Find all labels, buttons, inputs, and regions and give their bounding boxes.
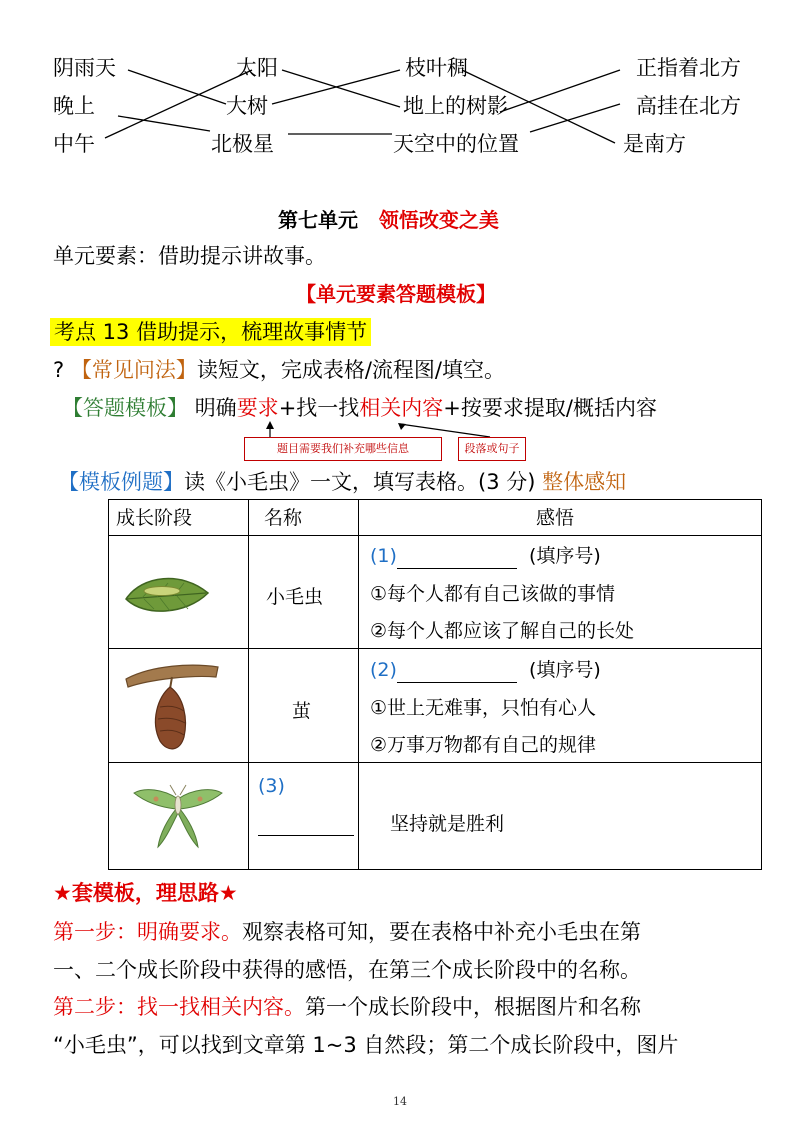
example-prompt xyxy=(58,468,626,496)
callout-arrows xyxy=(0,0,800,470)
blank-number: (3) xyxy=(258,775,285,797)
table-header: 成长阶段 xyxy=(116,507,193,529)
answer-template-label: 【答题模板】 xyxy=(62,396,188,420)
answer-template-part: +找一找 xyxy=(278,396,360,420)
exam-point-highlight: 考点 13 借助提示，梳理故事情节 xyxy=(50,318,371,346)
template-heading: 【单元要素答题模板】 xyxy=(296,282,496,306)
name-blank xyxy=(258,773,285,799)
match-col4-item: 是南方 xyxy=(623,132,686,156)
match-col3-item: 地上的树影 xyxy=(403,94,508,118)
step1-text: 观察表格可知，要在表格中补充小毛虫在第 xyxy=(242,920,641,944)
step1-line-2: 一、二个成长阶段中获得的感悟，在第三个成长阶段中的名称。 xyxy=(53,958,641,982)
answer-blank[interactable] xyxy=(397,662,517,683)
step2-line-2: “小毛虫”，可以找到文章第 1~3 自然段；第二个成长阶段中，图片 xyxy=(53,1033,679,1057)
page-number: 14 xyxy=(393,1095,407,1108)
match-col1-item: 阴雨天 xyxy=(53,56,116,80)
common-question-text: 读短文，完成表格/流程图/填空。 xyxy=(196,358,505,382)
unit-theme: 领悟改变之美 xyxy=(378,208,499,232)
match-col1-item: 中午 xyxy=(53,132,95,156)
common-question-label: 【常见问法】 xyxy=(70,358,197,382)
blank-number: (2) xyxy=(370,659,397,681)
step2-line xyxy=(53,993,641,1021)
insight-option: ①世上无难事，只怕有心人 xyxy=(370,697,597,719)
question-mark: ? xyxy=(53,358,65,382)
insight-blank-line xyxy=(370,657,601,683)
answer-blank[interactable] xyxy=(258,815,354,836)
method-heading: ★套模板，理思路★ xyxy=(53,881,238,905)
step1-line xyxy=(53,918,641,946)
example-tag: 整体感知 xyxy=(542,470,627,494)
unit-element-label: 单元要素： xyxy=(53,244,158,268)
match-col2-item: 太阳 xyxy=(236,56,278,80)
stage-name: 小毛虫 xyxy=(266,586,324,608)
answer-template-keyword: 相关内容 xyxy=(359,396,444,420)
match-col2-item: 北极星 xyxy=(211,132,274,156)
stage-name: 茧 xyxy=(292,700,312,722)
callout-right: 段落或句子 xyxy=(458,437,526,461)
insight-option: ②每个人都应该了解自己的长处 xyxy=(370,620,635,642)
callout-left: 题目需要我们补充哪些信息 xyxy=(244,437,442,461)
growth-stage-table xyxy=(108,499,762,870)
blank-number: (1) xyxy=(370,545,397,567)
example-label: 【模板例题】 xyxy=(58,470,184,494)
name-answer-blank[interactable] xyxy=(258,815,354,843)
table-header: 名称 xyxy=(264,507,303,529)
blank-hint: (填序号) xyxy=(529,659,601,681)
answer-template-part: 明确 xyxy=(194,396,237,420)
match-col1-item: 晚上 xyxy=(53,94,95,118)
match-col2-item: 大树 xyxy=(226,94,268,118)
step2-text: 第一个成长阶段中，根据图片和名称 xyxy=(305,995,641,1019)
moth-icon xyxy=(130,777,226,855)
step1-label: 第一步：明确要求。 xyxy=(53,920,242,944)
match-col4-item: 正指着北方 xyxy=(636,56,741,80)
unit-number: 第七单元 xyxy=(278,208,358,232)
match-col3-item: 枝叶稠 xyxy=(405,56,468,80)
match-col3-item: 天空中的位置 xyxy=(393,132,519,156)
match-col4-item: 高挂在北方 xyxy=(636,94,741,118)
cocoon-icon xyxy=(122,657,222,761)
table-header: 感悟 xyxy=(536,507,575,529)
blank-hint: (填序号) xyxy=(529,545,601,567)
example-text: 读《小毛虫》一文，填写表格。(3 分) xyxy=(184,470,536,494)
insight-option: ①每个人都有自己该做的事情 xyxy=(370,583,616,605)
caterpillar-on-leaf-icon xyxy=(122,569,212,623)
stage-insight: 坚持就是胜利 xyxy=(390,813,505,835)
insight-option: ②万事万物都有自己的规律 xyxy=(370,734,597,756)
insight-blank-line xyxy=(370,543,601,569)
step2-label: 第二步：找一找相关内容。 xyxy=(53,995,305,1019)
answer-template-keyword: 要求 xyxy=(236,396,279,420)
unit-element-text: 借助提示讲故事。 xyxy=(158,244,326,268)
answer-blank[interactable] xyxy=(397,548,517,569)
answer-template-part: +按要求提取/概括内容 xyxy=(443,396,657,420)
